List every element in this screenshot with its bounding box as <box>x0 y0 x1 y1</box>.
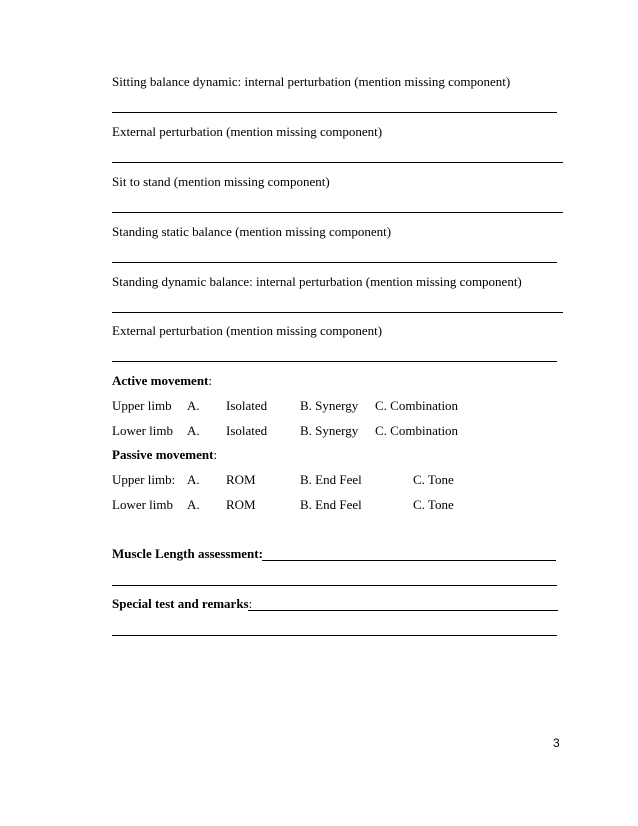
answer-line <box>112 112 557 113</box>
special-test-answer-line <box>248 610 558 611</box>
special-test-label: Special test and remarks: <box>112 596 253 611</box>
active-upper-synergy: B. Synergy <box>300 398 359 413</box>
passive-movement-heading: Passive movement: <box>112 447 218 462</box>
passive-upper-end-feel: B. End Feel <box>300 472 362 487</box>
active-upper-limb-label: Upper limb <box>112 398 172 413</box>
active-lower-synergy: B. Synergy <box>300 423 359 438</box>
active-movement-heading: Active movement: <box>112 373 213 388</box>
answer-line <box>112 361 557 362</box>
answer-line <box>112 312 563 313</box>
active-lower-isolated: Isolated <box>226 423 268 438</box>
page-number: 3 <box>553 736 560 750</box>
prompt-sit-to-stand: Sit to stand (mention missing component) <box>112 174 330 189</box>
active-upper-combination: C. Combination <box>375 398 459 413</box>
muscle-length-label: Muscle Length assessment: <box>112 546 263 561</box>
passive-upper-rom: ROM <box>226 472 256 487</box>
passive-lower-limb-label: Lower limb <box>112 497 174 512</box>
passive-lower-tone: C. Tone <box>413 497 454 512</box>
muscle-length-answer-line <box>262 560 556 561</box>
passive-lower-end-feel: B. End Feel <box>300 497 362 512</box>
answer-line <box>112 262 557 263</box>
prompt-sitting-dynamic: Sitting balance dynamic: internal perturbation (mention missing component) <box>112 74 511 89</box>
answer-line <box>112 212 563 213</box>
passive-upper-option-a: A. <box>187 472 200 487</box>
answer-line <box>112 585 557 586</box>
active-lower-combination: C. Combination <box>375 423 459 438</box>
answer-line <box>112 162 563 163</box>
prompt-standing-static: Standing static balance (mention missing component) <box>112 224 392 239</box>
active-lower-option-a: A. <box>187 423 200 438</box>
prompt-standing-dynamic: Standing dynamic balance: internal perturbation (mention missing component) <box>112 274 522 289</box>
passive-lower-option-a: A. <box>187 497 200 512</box>
prompt-standing-external: External perturbation (mention missing component) <box>112 323 383 338</box>
active-lower-limb-label: Lower limb <box>112 423 174 438</box>
active-upper-isolated: Isolated <box>226 398 268 413</box>
prompt-sitting-external: External perturbation (mention missing component) <box>112 124 383 139</box>
passive-lower-rom: ROM <box>226 497 256 512</box>
active-upper-option-a: A. <box>187 398 200 413</box>
passive-upper-limb-label: Upper limb: <box>112 472 176 487</box>
passive-upper-tone: C. Tone <box>413 472 454 487</box>
answer-line <box>112 635 557 636</box>
